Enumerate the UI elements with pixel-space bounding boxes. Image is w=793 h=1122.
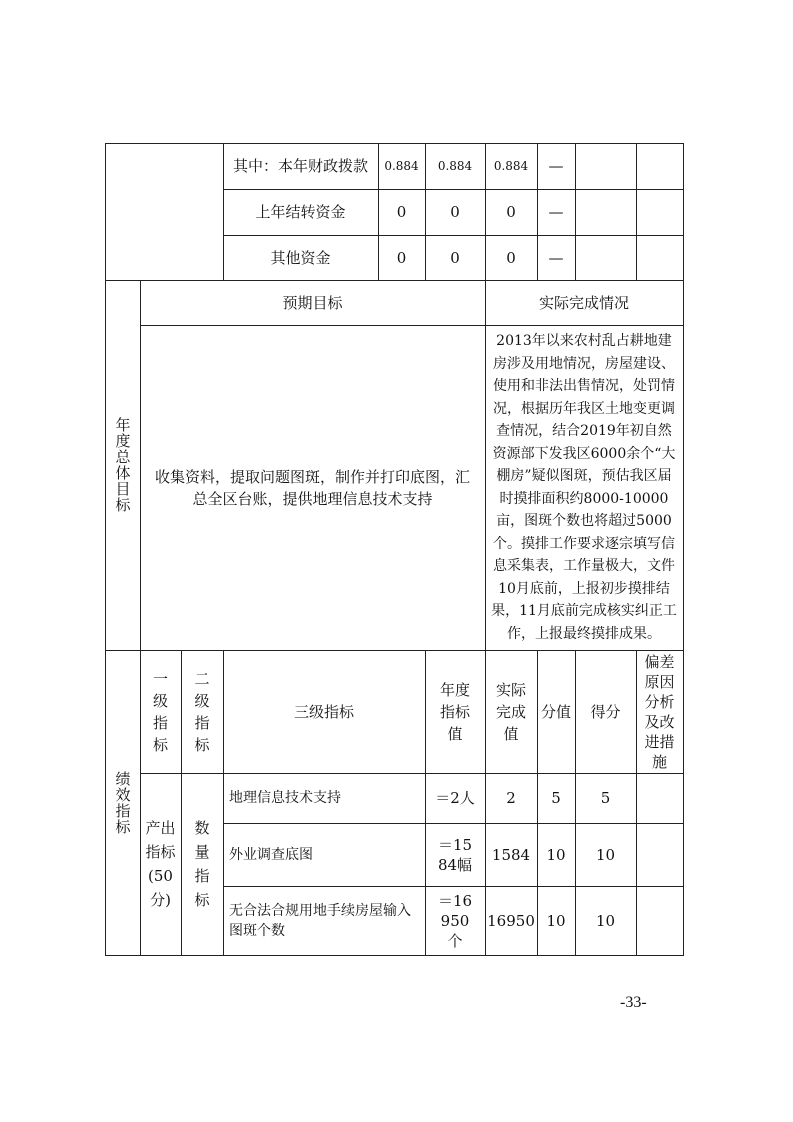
indicator-score-value: 5 xyxy=(551,789,561,807)
indicator-name: 外业调查底图 xyxy=(229,846,313,863)
actual-status-text: 2013年以来农村乱占耕地建房涉及用地情况，房屋建设、使用和非法出售情况，处罚情况，根据历年我区土地变更调查情况，结合2019年初自然资源部下发我区6000余个“大棚房”疑似图斑，预估我区届时摸排面积约8000-10000亩，图斑个数也将超过5000个。摸排工作要求逐宗填写信息采集表，工作量极大，文件10月底前，上报初步摸排结果，11月底前完成核实纠正工作，上报最终摸排成果。 xyxy=(491,333,677,642)
indicator-actual: 16950 xyxy=(487,911,535,930)
level1-output-label: 产出指标(50分) xyxy=(145,819,176,909)
funding-label-carryover: 上年结转资金 xyxy=(255,203,346,221)
indicator-score-value: 10 xyxy=(546,911,566,930)
indicator-score: 10 xyxy=(595,845,616,864)
indicator-score: 10 xyxy=(595,911,616,930)
funding-adjusted-other: 0 xyxy=(450,248,460,267)
indicator-target: ＝16950个 xyxy=(437,891,473,950)
funding-executed-fiscal: 0.884 xyxy=(493,159,529,173)
indicator-name: 地理信息技术支持 xyxy=(229,790,341,806)
indicator-note xyxy=(636,886,683,955)
header-score: 得分 xyxy=(590,702,621,721)
indicator-note xyxy=(636,823,683,886)
header-level1: 一级指标 xyxy=(152,669,168,754)
funding-label-other: 其他资金 xyxy=(270,248,331,267)
indicator-actual: 1584 xyxy=(491,845,531,864)
header-annual-target: 年度指标值 xyxy=(440,680,471,743)
indicator-target: ＝1584幅 xyxy=(437,835,473,874)
annual-goal-label: 年度总体目标 xyxy=(113,417,132,513)
level2-quantity-label: 数量指标 xyxy=(194,819,210,909)
performance-label: 绩效指标 xyxy=(113,770,132,835)
header-score-value: 分值 xyxy=(541,702,572,721)
funding-executed-other: 0 xyxy=(506,248,516,267)
funding-rate-carryover: — xyxy=(548,203,564,221)
funding-budget-carryover: 0 xyxy=(396,203,407,221)
header-actual-value: 实际完成值 xyxy=(496,680,527,743)
indicator-name: 无合法合规用地手续房屋输入图斑个数 xyxy=(229,902,411,939)
indicator-target: ＝2人 xyxy=(435,789,475,807)
budget-performance-table xyxy=(105,143,684,956)
funding-executed-carryover: 0 xyxy=(506,203,516,221)
indicator-score: 5 xyxy=(600,789,611,807)
page-number: -33- xyxy=(620,994,647,1011)
indicator-score-value: 10 xyxy=(546,845,566,864)
funding-adjusted-fiscal: 0.884 xyxy=(437,159,473,173)
indicator-actual: 2 xyxy=(506,789,516,807)
header-level3: 三级指标 xyxy=(293,702,354,721)
indicator-note xyxy=(636,773,683,823)
funding-rate-fiscal: — xyxy=(548,157,564,175)
funding-rate-other: — xyxy=(548,248,564,267)
funding-budget-other: 0 xyxy=(396,248,407,267)
expected-goal-header: 预期目标 xyxy=(282,293,343,312)
funding-adjusted-carryover: 0 xyxy=(450,203,460,221)
actual-status-header: 实际完成情况 xyxy=(538,293,629,312)
funding-label-fiscal: 其中：本年财政拨款 xyxy=(232,157,368,175)
funding-budget-fiscal: 0.884 xyxy=(384,159,419,173)
header-level2: 二级指标 xyxy=(194,669,210,754)
header-deviation: 偏差原因分析及改进措施 xyxy=(644,652,675,771)
expected-goal-text: 收集资料，提取问题图斑，制作并打印底图，汇总全区台账，提供地理信息技术支持 xyxy=(154,467,470,508)
